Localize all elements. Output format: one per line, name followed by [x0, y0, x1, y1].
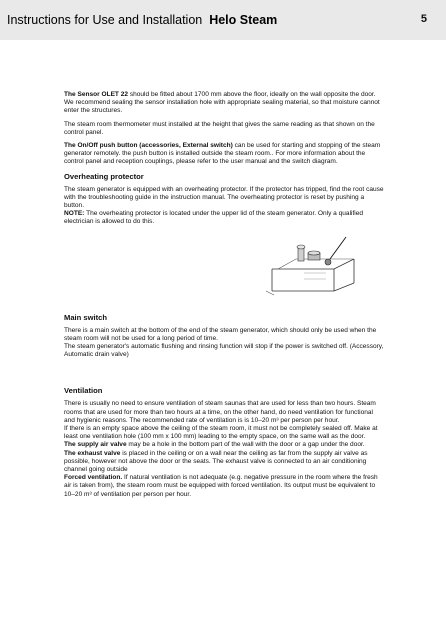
page-header — [0, 0, 446, 40]
ventilation-supply — [64, 441, 384, 449]
ventilation-text-2: If there is an empty space above the ceiling of the steam room, it must not be completely sealed off. Make at least one ventilation hole (100 mm x 100 mm) leading to the empty space, on the same wall as the door. — [64, 425, 378, 441]
main-switch-text-1: There is a main switch at the bottom of the end of the steam generator, which should only be used when the steam room will not be used for a long period of time. — [64, 326, 377, 342]
main-switch-heading: Main switch — [64, 312, 108, 322]
page-content — [64, 91, 384, 499]
steam-generator-illustration — [264, 233, 364, 297]
ventilation-forced-lead: Forced ventilation. — [64, 474, 123, 482]
ventilation-text-1: There is usually no need to ensure ventilation of steam saunas that are used for less than two hours. Steam rooms that are used for more than two hours at a time, on the other hand, do need ventilation for functional and hygienic reasons. The recommended rate of ventilation is is 10–20 m³ per person per hour. — [64, 400, 376, 424]
header-title — [7, 13, 277, 27]
ventilation-heading: Ventilation — [64, 386, 103, 396]
overheating-note-lead: NOTE: — [64, 210, 85, 218]
ventilation-exhaust — [64, 450, 384, 475]
overheating-note-text: The overheating protector is located under the upper lid of the steam generator. Only a qualified electrician is allowed to do this. — [64, 210, 364, 226]
ventilation-forced — [64, 474, 384, 499]
ventilation-exhaust-lead: The exhaust valve — [64, 449, 121, 457]
thermometer-paragraph: The steam room thermometer must installed at the height that gives the same reading as that shown on the control panel. — [64, 120, 375, 136]
onoff-paragraph — [64, 142, 384, 167]
onoff-lead: The On/Off push button (accessories, External switch) — [64, 142, 233, 150]
page-number: 5 — [420, 13, 427, 25]
sensor-paragraph — [64, 91, 384, 116]
sensor-text: should be fitted about 1700 mm above the floor, ideally on the wall opposite the door. We recommend sealing the sensor installation hole with appropriate sealing material, so that moisture cannot enter the structures. — [64, 91, 380, 115]
overheating-heading: Overheating protector — [64, 171, 144, 181]
overheating-note — [64, 210, 384, 226]
header-title-prefix: Instructions for Use and Installation — [7, 13, 203, 27]
ventilation-forced-text: If natural ventilation is not adequate (e.g. negative pressure in the room where the fresh air is taken from), the steam room must be equipped with forced ventilation. Its output must be equivalent to 10–20 m³ of ventilation per person per hour. — [64, 474, 378, 498]
sensor-lead: The Sensor OLET 22 — [64, 91, 129, 98]
header-product-name: Helo Steam — [209, 13, 278, 27]
ventilation-supply-lead: The supply air valve — [64, 441, 127, 449]
main-switch-text-2: The steam generator's automatic flushing and rinsing function will stop if the power is switched off. (Accessory, Automatic drain valve) — [64, 343, 384, 359]
ventilation-supply-text: may be a hole in the bottom part of the wall with the door or a gap under the door. — [126, 441, 365, 449]
onoff-text: can be used for starting and stopping of the steam generator remotely. the push button is installed outside the steam room.. For more information about the control panel and reception couplings, please refer to the user manual and the switch diagram. — [64, 142, 381, 166]
ventilation-exhaust-text: is placed in the ceiling or on a wall near the ceiling as far from the supply air valve as possible, however not above the door or the seats. The exhaust valve is connected to an air conditioning channel going outside — [64, 449, 368, 474]
overheating-protector-figure — [64, 233, 384, 297]
overheating-text: The steam generator is equipped with an overheating protector. If the protector has tripped, find the root cause with the troubleshooting guide in the instruction manual. The overheating protector is reset by pushing a button. — [64, 185, 384, 210]
